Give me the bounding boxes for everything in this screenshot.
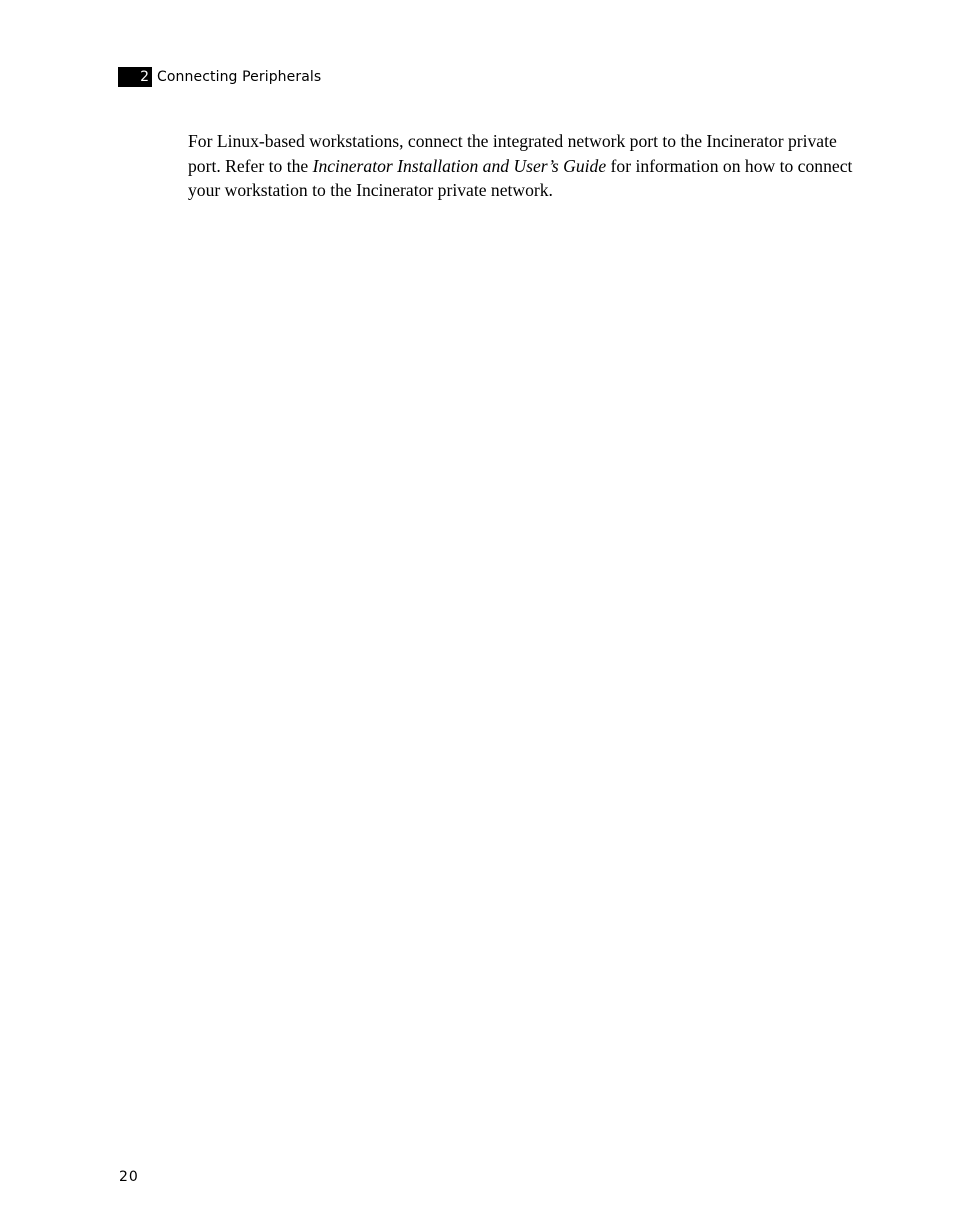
chapter-number: 2 xyxy=(140,69,149,85)
chapter-number-tab xyxy=(118,67,152,87)
running-header xyxy=(118,67,321,87)
paragraph-text-after: for information on how to connect your workstation to the Incinerator private network. xyxy=(188,155,853,200)
guide-title: Incinerator Installation and User’s Guide xyxy=(312,155,607,176)
paragraph-text-before: For Linux-based workstations, connect the integrated network port to the Incinerator private port. Refer to the xyxy=(188,131,837,176)
page-number: 20 xyxy=(119,1169,139,1185)
body-paragraph xyxy=(188,129,858,203)
chapter-title: Connecting Peripherals xyxy=(157,69,322,85)
